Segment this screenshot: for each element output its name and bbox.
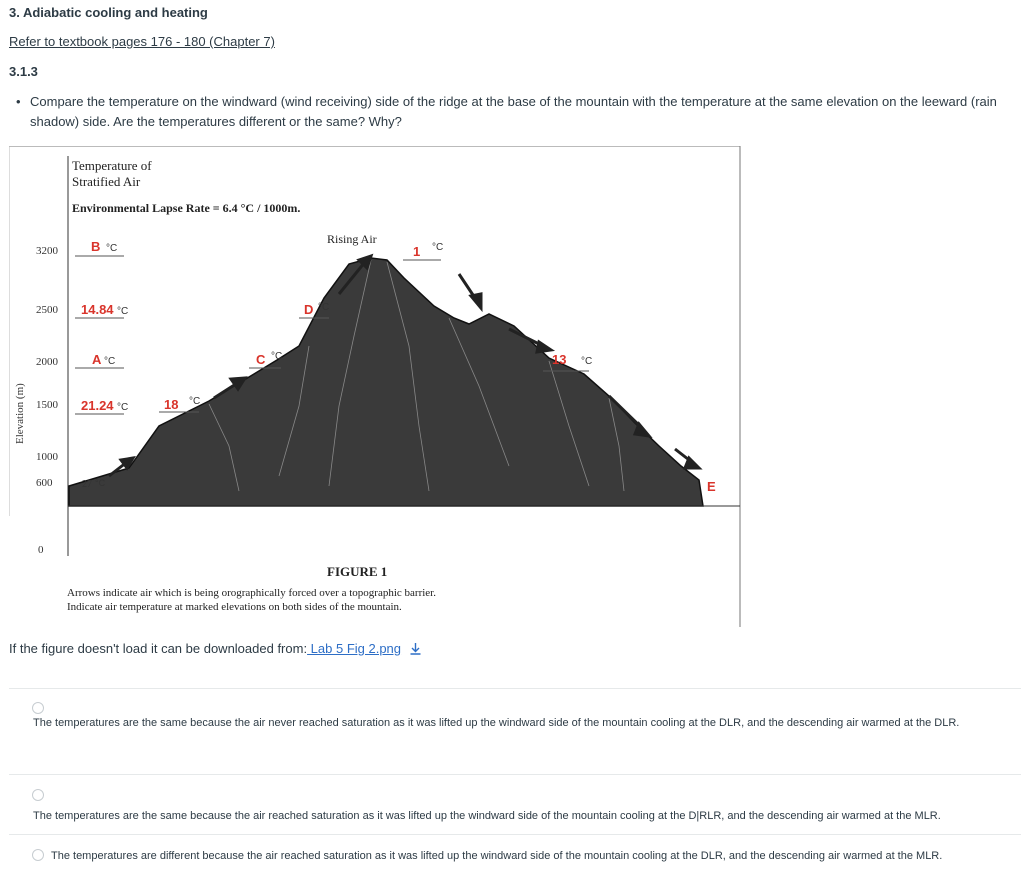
elevation-2000: 2000	[36, 356, 58, 368]
elevation-1000: 1000	[36, 451, 58, 463]
question-text: Compare the temperature on the windward (wind receiving) side of the ridge at the base of the mountain with the temperature at the same elevation on the leeward (rain shadow) side. Are the temperatures different or the same? Why?	[30, 94, 997, 129]
download-icon[interactable]	[409, 642, 422, 658]
legend-title-2: Stratified Air	[72, 174, 141, 189]
elevation-3200: 3200	[36, 245, 58, 257]
degree-18: °C	[189, 396, 201, 407]
textbook-reference-link[interactable]: Refer to textbook pages 176 - 180 (Chapter 7)	[9, 34, 275, 49]
lapse-rate-label: Environmental Lapse Rate = 6.4 °C / 1000m.	[72, 201, 301, 215]
label-a: A	[92, 352, 102, 367]
degree-a: °C	[104, 356, 116, 367]
figure-caption-line1: Arrows indicate air which is being orographically forced over a topographic barrier.	[67, 587, 436, 599]
degree-d: °C	[318, 302, 330, 313]
value-2500: 14.84	[81, 302, 114, 317]
value-1500: 21.24	[81, 398, 114, 413]
elevation-2500: 2500	[36, 304, 58, 316]
figure-caption-title: FIGURE 1	[327, 564, 388, 579]
answer-option-2[interactable]	[9, 774, 1021, 835]
elevation-1500: 1500	[36, 399, 58, 411]
bullet: •	[16, 94, 21, 109]
answer-radio-3[interactable]	[32, 849, 44, 861]
label-d: D	[304, 302, 314, 317]
label-e: E	[707, 479, 716, 494]
degree-600: °C	[95, 478, 106, 488]
section-title: 3. Adiabatic cooling and heating	[9, 5, 208, 20]
value-1: 1	[413, 244, 421, 259]
figure-image	[9, 146, 741, 627]
figure-download-note	[9, 641, 422, 658]
elevation-0: 0	[38, 544, 44, 556]
figure-download-link[interactable]: Lab 5 Fig 2.png	[307, 641, 402, 656]
label-c: C	[256, 352, 266, 367]
answer-option-3[interactable]	[9, 834, 1021, 871]
degree-b: °C	[106, 243, 118, 254]
y-axis-label: Elevation (m)	[14, 383, 26, 444]
figure-note-text: If the figure doesn't load it can be downloaded from:	[9, 641, 308, 656]
elevation-600: 600	[36, 477, 53, 489]
figure-caption-line2: Indicate air temperature at marked elevations on both sides of the mountain.	[67, 601, 402, 613]
value-13: 13	[552, 352, 567, 367]
mountain-silhouette	[69, 258, 703, 506]
answer-option-1[interactable]	[9, 688, 1021, 775]
degree-13: °C	[581, 356, 593, 367]
answer-text-1: The temperatures are the same because the air never reached saturation as it was lifted up the windward side of the mountain cooling at the DLR, and the descending air warmed at the DLR.	[33, 717, 960, 729]
answer-text-2: The temperatures are the same because the air reached saturation as it was lifted up the windward side of the mountain cooling at the D|RLR, and the descending air warmed at the MLR.	[33, 810, 941, 822]
label-b: B	[91, 239, 101, 254]
question-number: 3.1.3	[9, 64, 38, 79]
degree-c: °C	[271, 351, 283, 362]
answer-radio-2[interactable]	[32, 789, 44, 801]
legend-title-1: Temperature of	[72, 158, 152, 173]
value-600: 27	[82, 479, 92, 490]
degree-1500: °C	[117, 402, 129, 413]
answer-radio-1[interactable]	[32, 702, 44, 714]
answer-text-3: The temperatures are different because the air reached saturation as it was lifted up the windward side of the mountain cooling at the DLR, and the descending air warmed at the MLR.	[51, 850, 943, 862]
degree-1: °C	[432, 242, 444, 253]
degree-2500: °C	[117, 306, 129, 317]
value-18: 18	[164, 397, 179, 412]
mountain-figure	[9, 146, 741, 627]
rising-air-label: Rising Air	[327, 232, 377, 246]
